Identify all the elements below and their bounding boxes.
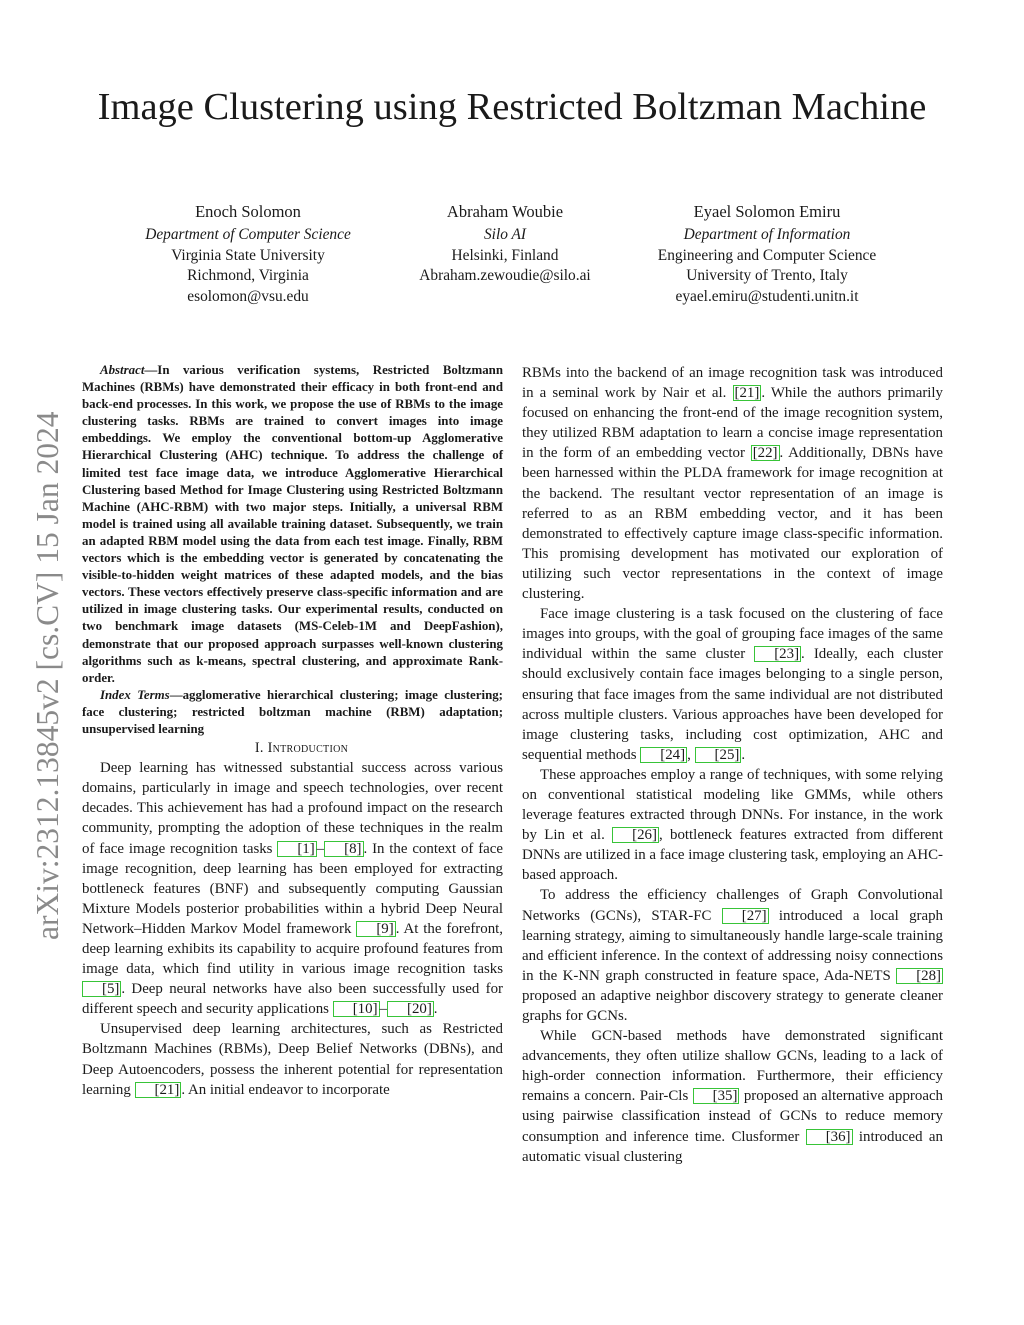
citation-link[interactable]: [8] bbox=[324, 841, 363, 857]
citation-link[interactable]: [21] bbox=[135, 1082, 182, 1098]
author-name: Abraham Woubie bbox=[446, 202, 564, 221]
right-column bbox=[522, 363, 943, 1167]
section-heading: I. Introduction bbox=[254, 740, 349, 757]
citation-link[interactable]: [10] bbox=[333, 1001, 380, 1017]
author-name: Eyael Solomon Emiru bbox=[693, 202, 841, 221]
abstract-label: Abstract bbox=[100, 363, 145, 377]
author-block-3 bbox=[632, 202, 902, 308]
citation-link[interactable]: [25] bbox=[695, 747, 742, 763]
author-block-2 bbox=[392, 202, 618, 287]
citation-link[interactable]: [20] bbox=[387, 1001, 434, 1017]
intro-paragraph-1: Deep learning has witnessed substantial success across various domains, particularly in image and speech technologies, over recent decades. This achievement has had a profound impact on the research community, prompting the adoption of these techniques in the realm of face image recognition tasks [1] – [8] . In the context of face image recognition, deep learning has been employed for extracting bottleneck features (BNF) and subsequently computing Gaussian Mixture Models posterior probabilities within a hybrid Deep Neural Network–Hidden Markov Model framework [9] . At the forefront, deep learning exhibits its capability to acquire profound features from image data, which find utility in various image recognition tasks [5] . Deep neural networks have also been successfully used for different speech and security applications [10] – [20] . bbox=[82, 760, 503, 1018]
author-department: Department of Information bbox=[683, 225, 851, 243]
citation-link[interactable]: [5] bbox=[82, 981, 121, 997]
intro-paragraph-2: Unsupervised deep learning architectures, such as Restricted Boltzmann Machines (RBMs), Deep Belief Networks (DBNs), and Deep Autoencoders, possess the inherent potential for representation learning [21] . An initial endeavor to incorporate bbox=[82, 1021, 503, 1098]
intro-paragraph-7: While GCN-based methods have demonstrated significant advancements, they often utilize shallow GCNs, leading to a lack of high-order connection information. Furthermore, their efficiency remains a concern. Pair-Cls [35] proposed an alternative approach using pairwise classification instead of GCNs to reduce memory consumption and inference time. Clusformer [36] introduced an automatic visual clustering bbox=[522, 1028, 943, 1165]
citation-link[interactable]: [23] bbox=[754, 646, 801, 662]
author-block-1 bbox=[118, 202, 378, 308]
citation-link[interactable]: [9] bbox=[356, 921, 395, 937]
author-affiliation: Engineering and Computer Science bbox=[657, 246, 877, 264]
author-location: University of Trento, Italy bbox=[686, 267, 848, 285]
citation-link[interactable]: [27] bbox=[722, 908, 769, 924]
arxiv-identifier: arXiv:2312.13845v2 [cs.CV] 15 Jan 2024 bbox=[30, 411, 65, 940]
intro-paragraph-5: These approaches employ a range of techniques, with some relying on conventional statistical modeling like GMMs, while others leverage features extracted through DNNs. For instance, in the work by Lin et al. [26] , bottleneck features extracted from different DNNs are utilized in a face image clustering task, employing an AHC-based approach. bbox=[522, 766, 943, 884]
author-affiliation: Virginia State University bbox=[171, 246, 325, 264]
intro-paragraph-6: To address the efficiency challenges of Graph Convolutional Networks (GCNs), STAR-FC [27] introduced a local graph learning strategy, aiming to simultaneously handle large-scale training and efficient inference. In the context of addressing noisy connections in the K-NN graph constructed in feature space, Ada-NETS [28] proposed an adaptive neighbor discovery strategy to generate cleaner graphs for GCNs. bbox=[522, 887, 943, 1024]
author-email: esolomon@vsu.edu bbox=[187, 288, 309, 306]
author-email: Abraham.zewoudie@silo.ai bbox=[419, 267, 591, 285]
author-location: Richmond, Virginia bbox=[187, 267, 309, 285]
intro-paragraph-4: Face image clustering is a task focused on the clustering of face images into groups, with the goal of grouping face images of the same individual within the same cluster [23] . Ideally, each cluster should exclusively contain face images belonging to a single person, ensuring that face images from the same individual are not distributed across multiple clusters. Various approaches have been developed for image clustering tasks, including cost optimization, AHC and sequential methods [24] , [25] . bbox=[522, 606, 943, 763]
intro-paragraph-3: RBMs into the backend of an image recognition task was introduced in a seminal work by Nair et al. [21] . While the authors primarily focused on enhancing the front-end of the image recognition system, they utilized RBM adaptation to learn a concise image representation in the form of an embedding vector [22] . Additionally, DBNs have been harnessed within the PLDA framework for image recognition at the backend. The resultant vector representation of an image is referred to as an RBM embedding vector, and it has been demonstrated to effectively capture image class-specific information. This promising development has motivated our exploration of utilizing such vector representations in the context of image clustering. bbox=[522, 365, 943, 603]
citation-link[interactable]: [1] bbox=[277, 841, 316, 857]
author-email: eyael.emiru@studenti.unitn.it bbox=[675, 288, 859, 306]
paper-title: Image Clustering using Restricted Boltzman Machine bbox=[97, 86, 927, 128]
author-department: Silo AI bbox=[483, 225, 527, 243]
author-location: Helsinki, Finland bbox=[451, 246, 559, 264]
citation-link[interactable]: [35] bbox=[693, 1088, 740, 1104]
abstract-text: —In various verification systems, Restricted Boltzmann Machines (RBMs) have demonstrated their efficacy in both front-end and back-end processes. In this work, we propose the use of RBMs to the image clustering tasks. RBMs are trained to convert images into image embeddings. We employ the conventional bottom-up Agglomerative Hierarchical Clustering (AHC) technique. To address the challenge of limited test face image data, we introduce Agglomerative Hierarchical Clustering based Method for Image Clustering using Restricted Boltzmann Machine (AHC-RBM) with two major steps. Initially, a universal RBM model is trained using all available training dataset. Subsequently, we train an adapted RBM model using the data from each test image. Finally, RBM vectors which is the embedding vector is generated by concatenating the visible-to-hidden weight matrices of these adapted models, and the bias vectors. These vectors effectively preserve class-specific information and are utilized in image clustering tasks. Our experimental results, conducted on two benchmark image datasets (MS-Celeb-1M and DeepFashion), demonstrate that our proposed approach surpasses well-known clustering algorithms such as k-means, spectral clustering, and approximate Rank-order. bbox=[82, 363, 503, 685]
citation-link[interactable]: [24] bbox=[640, 747, 687, 763]
citation-link[interactable]: [36] bbox=[806, 1129, 853, 1145]
abstract bbox=[82, 362, 503, 687]
citation-link[interactable]: [26] bbox=[612, 827, 659, 843]
index-terms-text: —agglomerative hierarchical clustering; image clustering; face clustering; restricted boltzman machine (RBM) adaptation; unsupervised learning bbox=[82, 687, 503, 736]
author-department: Department of Computer Science bbox=[145, 225, 351, 243]
citation-link[interactable]: [22] bbox=[752, 445, 778, 462]
citation-link[interactable]: [21] bbox=[734, 385, 760, 402]
left-column bbox=[82, 362, 503, 1100]
author-name: Enoch Solomon bbox=[195, 202, 301, 221]
index-terms bbox=[82, 687, 503, 738]
index-terms-label: Index Terms bbox=[100, 687, 170, 702]
citation-link[interactable]: [28] bbox=[896, 968, 943, 984]
